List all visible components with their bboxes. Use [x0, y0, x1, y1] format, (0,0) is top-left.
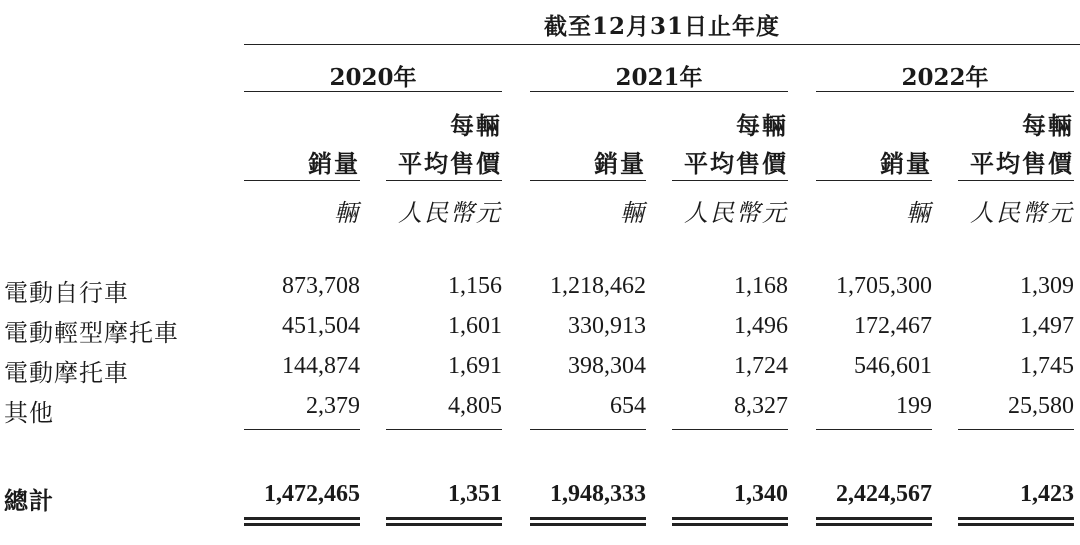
total-double-rule: [816, 517, 932, 526]
column-underline: [530, 180, 646, 181]
year-2021: 2021年: [615, 64, 703, 91]
unit-sales: 輛: [620, 199, 646, 227]
table-cell: 546,601: [854, 353, 932, 379]
subtotal-rule: [958, 429, 1074, 430]
unit-sales: 輛: [906, 199, 932, 227]
total-value: 1,472,465: [264, 481, 360, 507]
unit-price: 人民幣元: [684, 199, 788, 227]
table-cell: 1,309: [1020, 273, 1074, 299]
subtotal-rule: [816, 429, 932, 430]
subtotal-rule: [386, 429, 502, 430]
subtotal-rule: [530, 429, 646, 430]
table-cell: 1,601: [448, 313, 502, 339]
table-cell: 451,504: [282, 313, 360, 339]
column-underline: [672, 180, 788, 181]
total-double-rule: [958, 517, 1074, 526]
table-cell: 1,705,300: [836, 273, 932, 299]
table-cell: 1,724: [734, 353, 788, 379]
row-label: 電動自行車: [4, 279, 129, 307]
table-cell: 25,580: [1008, 393, 1074, 419]
table-cell: 199: [896, 393, 932, 419]
table-cell: 144,874: [282, 353, 360, 379]
table-cell: 4,805: [448, 393, 502, 419]
total-double-rule: [244, 517, 360, 526]
sales-header: 銷量: [308, 149, 360, 178]
year-2020-underline: [244, 91, 502, 92]
sales-header: 銷量: [594, 149, 646, 178]
year-2020: 2020年: [329, 64, 417, 91]
total-double-rule: [672, 517, 788, 526]
table-cell: 1,156: [448, 273, 502, 299]
total-double-rule: [530, 517, 646, 526]
table-cell: 172,467: [854, 313, 932, 339]
year-2022: 2022年: [901, 64, 989, 91]
table-cell: 654: [610, 393, 646, 419]
year-2022-underline: [816, 91, 1074, 92]
table-cell: 1,691: [448, 353, 502, 379]
total-label: 總計: [4, 486, 54, 515]
total-double-rule: [386, 517, 502, 526]
price-header-line1: 每輛: [736, 111, 788, 140]
unit-sales: 輛: [334, 199, 360, 227]
column-underline: [958, 180, 1074, 181]
table-cell: 330,913: [568, 313, 646, 339]
table-cell: 1,497: [1020, 313, 1074, 339]
title-underline: [244, 44, 1080, 45]
row-label: 電動摩托車: [4, 359, 129, 387]
price-header-line2: 平均售價: [398, 149, 502, 178]
year-2021-underline: [530, 91, 788, 92]
price-header-line2: 平均售價: [970, 149, 1074, 178]
table-cell: 1,745: [1020, 353, 1074, 379]
total-value: 1,423: [1020, 481, 1074, 507]
column-underline: [386, 180, 502, 181]
row-label: 電動輕型摩托車: [4, 319, 179, 347]
table-cell: 1,218,462: [550, 273, 646, 299]
subtotal-rule: [244, 429, 360, 430]
table-cell: 8,327: [734, 393, 788, 419]
total-value: 2,424,567: [836, 481, 932, 507]
table-cell: 398,304: [568, 353, 646, 379]
price-header-line2: 平均售價: [684, 149, 788, 178]
unit-price: 人民幣元: [398, 199, 502, 227]
table-cell: 1,496: [734, 313, 788, 339]
table-cell: 2,379: [306, 393, 360, 419]
table-title: 截至12月31日止年度: [543, 13, 780, 40]
table-cell: 873,708: [282, 273, 360, 299]
column-underline: [244, 180, 360, 181]
unit-price: 人民幣元: [970, 199, 1074, 227]
price-header-line1: 每輛: [450, 111, 502, 140]
total-value: 1,340: [734, 481, 788, 507]
table-cell: 1,168: [734, 273, 788, 299]
sales-header: 銷量: [880, 149, 932, 178]
column-underline: [816, 180, 932, 181]
subtotal-rule: [672, 429, 788, 430]
row-label: 其他: [4, 399, 54, 427]
price-header-line1: 每輛: [1022, 111, 1074, 140]
total-value: 1,351: [448, 481, 502, 507]
total-value: 1,948,333: [550, 481, 646, 507]
